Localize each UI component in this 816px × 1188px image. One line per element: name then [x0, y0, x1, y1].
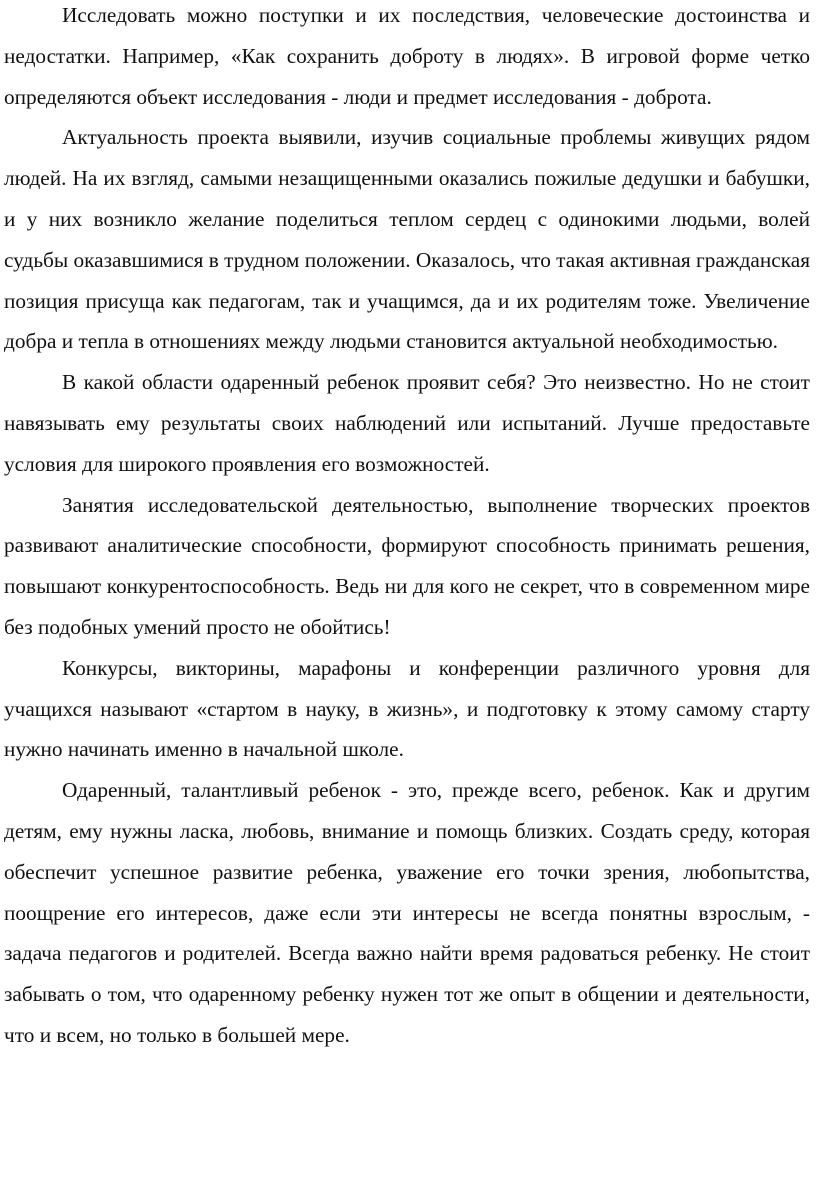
paragraph-research-subjects: Исследовать можно поступки и их последствия, человеческие достоинства и недостатки. Например, «Как сохранить доброту в людях». В игровой форме четко определяются объект исследования - люди и предмет исследования - доброта. [4, 3, 810, 109]
paragraph-gifted-child-area: В какой области одаренный ребенок проявит себя? Это неизвестно. Но не стоит навязывать ему результаты своих наблюдений или испытаний. Лучше предоставьте условия для широкого проявления его возможностей. [4, 370, 810, 476]
paragraph-research-activities: Занятия исследовательской деятельностью, выполнение творческих проектов развивают аналитические способности, формируют способность принимать решения, повышают конкурентоспособность. Ведь ни для кого не секрет, что в современном мире без подобных умений просто не обойтись! [4, 492, 810, 639]
paragraph-talented-child: Одаренный, талантливый ребенок - это, прежде всего, ребенок. Как и другим детям, ему нужны ласка, любовь, внимание и помощь близких. Создать среду, которая обеспечит успешное развитие ребенка, уважение его точки зрения, любопытства, поощрение его интересов, даже если эти интересы не всегда понятны взрослым, - задача педагогов и родителей. Всегда важно найти время радоваться ребенку. Не стоит забывать о том, что одаренному ребенку нужен тот же опыт в общении и деятельности, что и всем, но только в большей мере. [4, 778, 810, 1047]
paragraph-project-relevance: Актуальность проекта выявили, изучив социальные проблемы живущих рядом людей. На их взгляд, самыми незащищенными оказались пожилые дедушки и бабушки, и у них возникло желание поделиться теплом сердец с одинокими людьми, волей судьбы оказавшимися в трудном положении. Оказалось, что такая активная гражданская позиция присуща как педагогам, так и учащимся, да и их родителям тоже. Увеличение добра и тепла в отношениях между людьми становится актуальной необходимостью. [4, 125, 810, 354]
paragraph-contests: Конкурсы, викторины, марафоны и конференции различного уровня для учащихся называют «стартом в науку, в жизнь», и подготовку к этому самому старту нужно начинать именно в начальной школе. [4, 655, 810, 762]
